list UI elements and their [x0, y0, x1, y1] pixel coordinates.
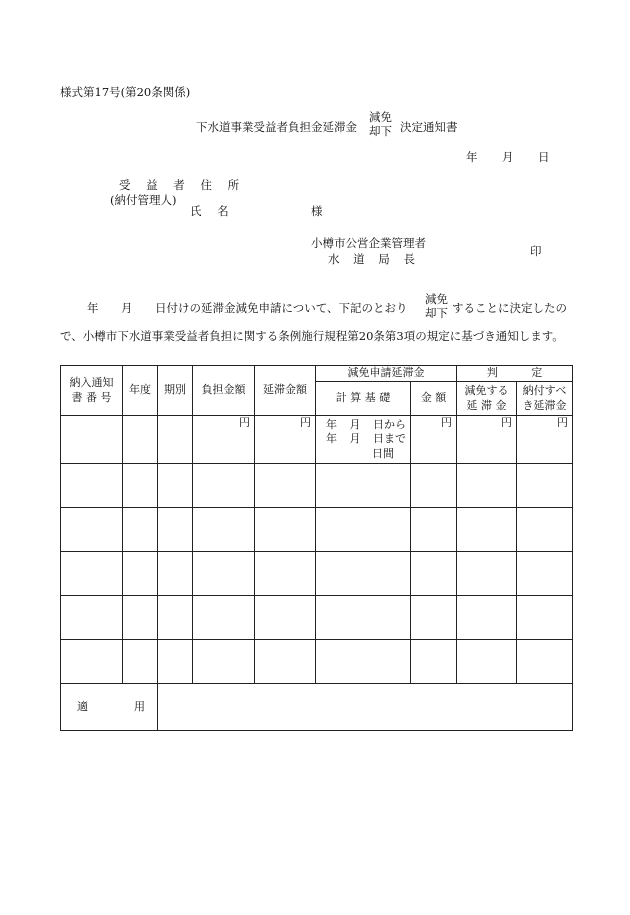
- yen-unit: 円: [557, 416, 568, 429]
- title-option-reject: 却下: [369, 124, 392, 139]
- header-amount: 金 額: [411, 382, 457, 416]
- date-month: 月: [502, 150, 514, 164]
- table-row: [61, 416, 573, 464]
- header-notice-number-2: 書 番 号: [71, 390, 112, 404]
- cell-notice-number[interactable]: [61, 639, 123, 683]
- cell-charge-amount[interactable]: [193, 507, 255, 551]
- cell-late-fee-amount[interactable]: [255, 551, 316, 595]
- date-day: 日: [538, 150, 550, 164]
- header-charge-amount: 負担金額: [193, 366, 255, 416]
- cell-reduce[interactable]: [457, 595, 517, 639]
- header-reduce: [457, 382, 517, 416]
- cell-calc-basis[interactable]: [316, 551, 411, 595]
- header-notice-number: [61, 366, 123, 416]
- calc-from-day: 日から: [373, 418, 406, 431]
- recipient-honorific: 様: [311, 204, 323, 218]
- body-text-1: 日付けの延滞金減免申請について、下記のとおり: [155, 301, 408, 315]
- cell-fiscal-year[interactable]: [123, 639, 158, 683]
- table-row: [61, 595, 573, 639]
- cell-late-fee-amount[interactable]: [255, 639, 316, 683]
- calc-to-day: 日まで: [373, 432, 406, 446]
- form-number: 様式第17号(第20条関係): [60, 85, 191, 99]
- cell-notice-number[interactable]: [61, 551, 123, 595]
- body-year: 年: [87, 301, 99, 315]
- cell-amount[interactable]: [411, 551, 457, 595]
- title-suffix: 決定通知書: [400, 120, 458, 134]
- date-year: 年: [466, 150, 478, 164]
- yen-unit: 円: [501, 416, 512, 429]
- cell-reduce[interactable]: [457, 463, 517, 507]
- cell-charge-amount[interactable]: [193, 551, 255, 595]
- body-option-stack: [425, 292, 448, 321]
- recipient-address-label: 受 益 者 住 所: [119, 178, 244, 192]
- header-reduce-2: 延 滞 金: [466, 398, 507, 412]
- header-payable-2: き延滞金: [522, 398, 567, 412]
- cell-payable[interactable]: [517, 463, 573, 507]
- header-judgment-group: 判 定: [457, 366, 573, 382]
- title-option-reduce: 減免: [369, 110, 392, 124]
- title-prefix: 下水道事業受益者負担金延滞金: [196, 120, 357, 134]
- cell-calc-basis[interactable]: [316, 595, 411, 639]
- cell-reduce[interactable]: [457, 507, 517, 551]
- header-late-fee-amount: 延滞金額: [255, 366, 316, 416]
- cell-notice-number[interactable]: [61, 595, 123, 639]
- cell-fiscal-year[interactable]: [123, 551, 158, 595]
- cell-period[interactable]: [158, 639, 193, 683]
- cell-amount[interactable]: [411, 507, 457, 551]
- header-payable-1: 納付すべ: [522, 384, 567, 398]
- cell-period[interactable]: [158, 551, 193, 595]
- late-fee-table: [60, 365, 573, 731]
- cell-notice-number[interactable]: [61, 463, 123, 507]
- calc-from-year: 年: [326, 418, 337, 431]
- header-application-group: 減免申請延滞金: [316, 366, 457, 382]
- header-row-1: [61, 366, 573, 382]
- calc-from-month: 月: [349, 418, 361, 431]
- cell-period[interactable]: [158, 507, 193, 551]
- title-option-stack: [369, 110, 392, 139]
- cell-reduce[interactable]: [457, 416, 517, 464]
- cell-late-fee-amount[interactable]: [255, 463, 316, 507]
- header-period: 期別: [158, 366, 193, 416]
- body-month: 月: [121, 301, 133, 315]
- table-row: [61, 507, 573, 551]
- cell-amount[interactable]: [411, 595, 457, 639]
- calc-to-year: 年: [326, 432, 337, 446]
- cell-period[interactable]: [158, 416, 193, 464]
- cell-charge-amount[interactable]: [193, 463, 255, 507]
- header-reduce-1: 減免する: [464, 384, 509, 398]
- body-option-reduce: 減免: [425, 292, 448, 306]
- cell-notice-number[interactable]: [61, 416, 123, 464]
- remarks-row: [61, 683, 573, 730]
- cell-notice-number[interactable]: [61, 507, 123, 551]
- cell-charge-amount[interactable]: [193, 416, 255, 464]
- header-fiscal-year: 年度: [123, 366, 158, 416]
- cell-fiscal-year[interactable]: [123, 595, 158, 639]
- cell-late-fee-amount[interactable]: [255, 507, 316, 551]
- cell-payable[interactable]: [517, 639, 573, 683]
- yen-unit: 円: [441, 416, 452, 429]
- cell-charge-amount[interactable]: [193, 595, 255, 639]
- seal-mark: 印: [530, 244, 542, 258]
- body-option-reject: 却下: [425, 306, 448, 321]
- issuer-role: 水 道 局 長: [328, 252, 415, 266]
- remarks-label-1: 適: [77, 699, 88, 713]
- cell-late-fee-amount[interactable]: [255, 416, 316, 464]
- body-text-line2: で、小樽市下水道事業受益者負担に関する条例施行規程第20条第3項の規定に基づき通知します。: [60, 329, 564, 343]
- cell-reduce[interactable]: [457, 639, 517, 683]
- cell-late-fee-amount[interactable]: [255, 595, 316, 639]
- cell-calc-basis[interactable]: [316, 639, 411, 683]
- cell-payable[interactable]: [517, 551, 573, 595]
- cell-reduce[interactable]: [457, 551, 517, 595]
- calc-to-month: 月: [349, 432, 361, 446]
- recipient-payer-label: (納付管理人): [110, 193, 177, 207]
- calc-days: 日間: [372, 446, 394, 460]
- table-row: [61, 463, 573, 507]
- remarks-label: [61, 683, 158, 730]
- cell-amount[interactable]: [411, 639, 457, 683]
- cell-fiscal-year[interactable]: [123, 416, 158, 464]
- cell-period[interactable]: [158, 463, 193, 507]
- cell-calc-basis[interactable]: [316, 507, 411, 551]
- calc-to-line: [320, 432, 406, 446]
- cell-payable[interactable]: [517, 416, 573, 464]
- header-payable: [517, 382, 573, 416]
- table-row: [61, 639, 573, 683]
- table-row: [61, 551, 573, 595]
- header-calc-basis: 計 算 基 礎: [316, 382, 411, 416]
- cell-period[interactable]: [158, 595, 193, 639]
- cell-charge-amount[interactable]: [193, 639, 255, 683]
- cell-payable[interactable]: [517, 507, 573, 551]
- yen-unit: 円: [239, 416, 250, 429]
- cell-amount[interactable]: [411, 463, 457, 507]
- remarks-label-2: 用: [134, 699, 145, 713]
- remarks-field[interactable]: [158, 683, 573, 730]
- calc-from-line: [320, 418, 406, 432]
- yen-unit: 円: [300, 416, 311, 429]
- recipient-name-label: 氏 名: [190, 204, 229, 218]
- calc-days-line: [320, 447, 406, 461]
- cell-payable[interactable]: [517, 595, 573, 639]
- cell-calc-basis[interactable]: [316, 463, 411, 507]
- cell-calc-basis[interactable]: [316, 416, 411, 464]
- cell-fiscal-year[interactable]: [123, 463, 158, 507]
- header-notice-number-1: 納入通知: [69, 376, 114, 390]
- body-text-2: することに決定したの: [452, 301, 567, 315]
- issuer-org: 小樽市公営企業管理者: [311, 236, 426, 250]
- cell-fiscal-year[interactable]: [123, 507, 158, 551]
- cell-amount[interactable]: [411, 416, 457, 464]
